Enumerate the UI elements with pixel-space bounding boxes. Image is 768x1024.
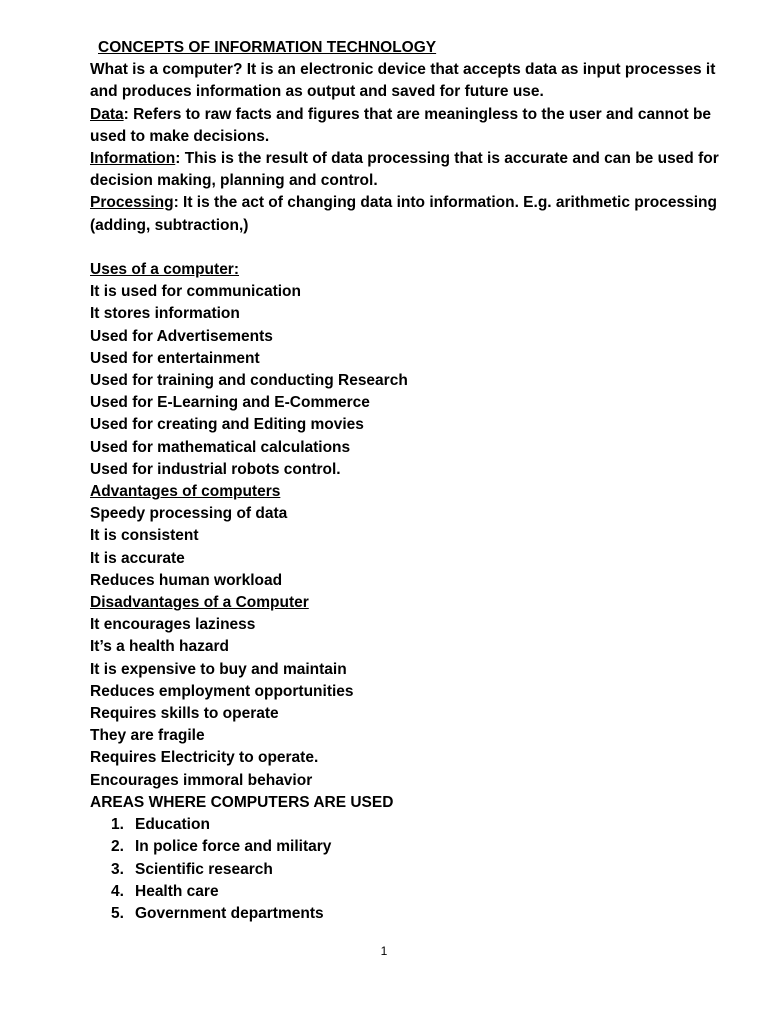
areas-heading: AREAS WHERE COMPUTERS ARE USED — [90, 793, 394, 811]
intro-paragraph: What is a computer? It is an electronic device that accepts data as input processes it and produces information as output and saved for future use. — [90, 61, 716, 101]
uses-heading: Uses of a computer: — [90, 261, 240, 279]
definition-text: : Refers to raw facts and figures that are meaningless to the user and cannot be used to make decisions. — [90, 105, 712, 145]
list-number: 5. — [111, 904, 124, 922]
definition-term: Information — [90, 150, 176, 168]
advantages-heading: Advantages of computers — [90, 483, 281, 501]
list-item: Used for E-Learning and E-Commerce — [90, 394, 370, 412]
list-item: Used for industrial robots control. — [90, 460, 341, 478]
definition-processing — [90, 192, 720, 236]
list-item — [90, 881, 720, 903]
list-item: It is accurate — [90, 549, 185, 567]
list-item: It is consistent — [90, 527, 199, 545]
list-number: 3. — [111, 860, 124, 878]
list-item: Used for creating and Editing movies — [90, 416, 364, 434]
list-item — [90, 836, 720, 858]
list-item: Used for Advertisements — [90, 327, 273, 345]
list-item: They are fragile — [90, 727, 205, 745]
list-item: Used for training and conducting Research — [90, 372, 408, 390]
list-item: Requires Electricity to operate. — [90, 749, 319, 767]
list-item: It is used for communication — [90, 283, 301, 301]
list-item-text: Government departments — [135, 904, 324, 922]
document-title: CONCEPTS OF INFORMATION TECHNOLOGY — [98, 39, 437, 56]
list-item — [90, 903, 720, 925]
list-item: Reduces human workload — [90, 571, 283, 589]
list-item-text: Health care — [135, 882, 219, 900]
list-item: Requires skills to operate — [90, 705, 279, 723]
list-item: Encourages immoral behavior — [90, 771, 313, 789]
list-item: Used for mathematical calculations — [90, 438, 351, 456]
definition-data — [90, 104, 720, 148]
list-item: It stores information — [90, 305, 240, 323]
list-item — [90, 859, 720, 881]
list-item: It’s a health hazard — [90, 638, 229, 656]
list-item: It is expensive to buy and maintain — [90, 660, 347, 678]
list-number: 4. — [111, 882, 124, 900]
definition-term: Data — [90, 105, 124, 123]
list-item-text: In police force and military — [135, 838, 332, 856]
disadvantages-heading: Disadvantages of a Computer — [90, 594, 309, 612]
list-item: Reduces employment opportunities — [90, 682, 354, 700]
page-number: 1 — [380, 944, 388, 958]
areas-list — [90, 814, 720, 925]
list-number: 2. — [111, 838, 124, 856]
list-item-text: Scientific research — [135, 860, 273, 878]
list-item-text: Education — [135, 816, 210, 834]
list-item: It encourages laziness — [90, 616, 256, 634]
list-number: 1. — [111, 816, 124, 834]
spacer — [90, 237, 720, 259]
document-page — [90, 37, 720, 925]
definition-information — [90, 148, 720, 192]
definition-text: : It is the act of changing data into information. E.g. arithmetic processing (adding, subtraction,) — [90, 194, 717, 234]
definition-term: Processing — [90, 194, 174, 212]
list-item: Speedy processing of data — [90, 505, 288, 523]
definition-text: : This is the result of data processing that is accurate and can be used for decision making, planning and control. — [90, 150, 719, 190]
list-item — [90, 814, 720, 836]
list-item: Used for entertainment — [90, 349, 260, 367]
